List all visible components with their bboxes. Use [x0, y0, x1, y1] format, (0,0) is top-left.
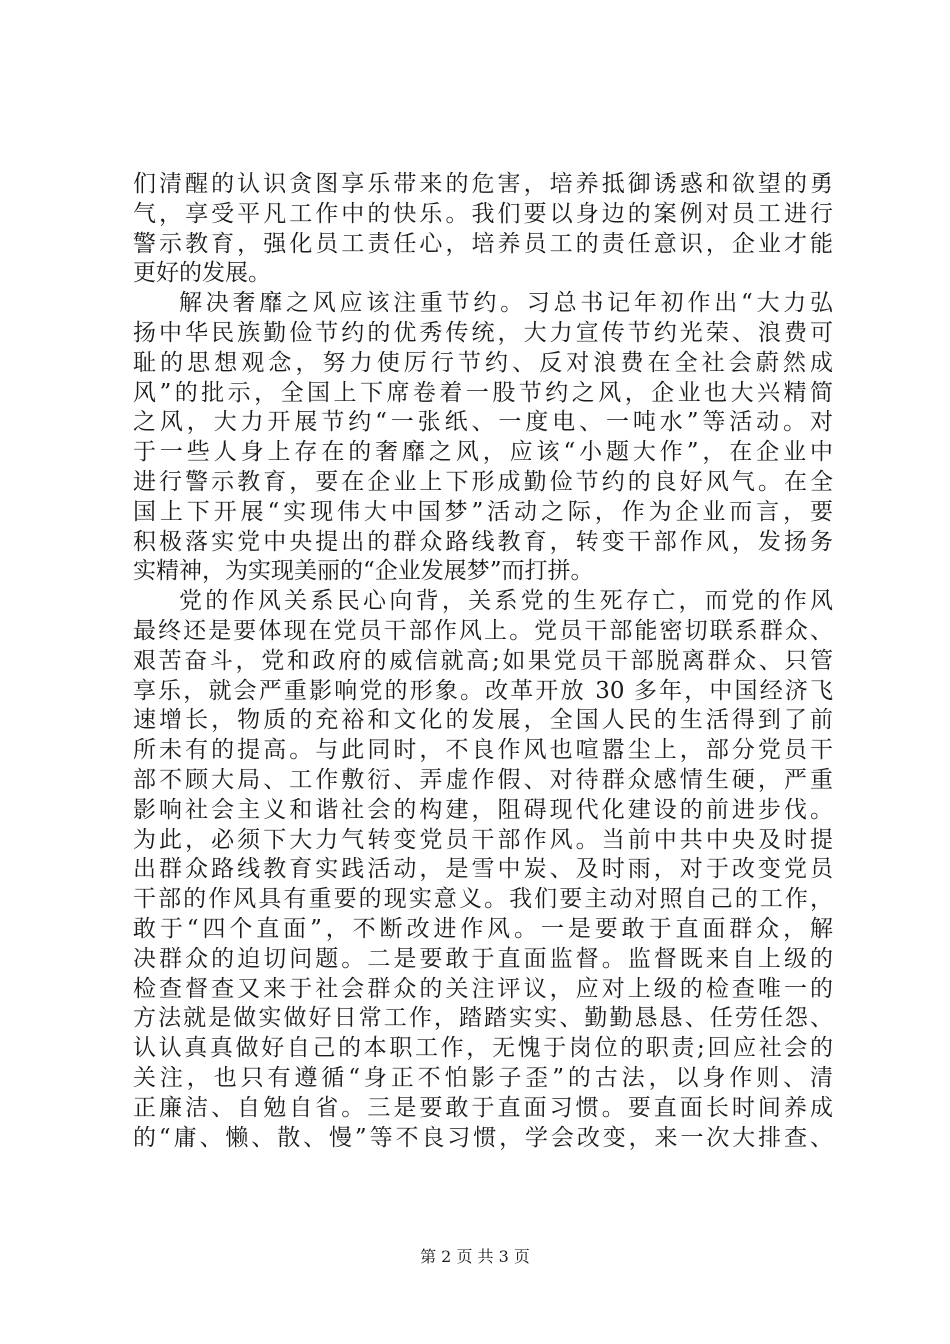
text-line: 艰苦奋斗，党和政府的威信就高;如果党员干部脱离群众、只管 — [133, 647, 833, 674]
text-line: 扬中华民族勤俭节约的优秀传统，大力宣传节约光荣、浪费可 — [133, 319, 833, 346]
text-line: 决群众的迫切问题。二是要敢于直面监督。监督既来自上级的 — [133, 945, 833, 972]
text-line: 的“庸、懒、散、慢”等不良习惯，学会改变，来一次大排查、 — [133, 1124, 833, 1151]
text-line: 实精神，为实现美丽的“企业发展梦”而打拼。 — [133, 558, 594, 585]
paragraph — [133, 587, 833, 1153]
paragraph — [133, 170, 833, 289]
text-line: 于一些人身上存在的奢靡之风，应该“小题大作”，在企业中 — [133, 439, 833, 466]
text-line: 最终还是要体现在党员干部作风上。党员干部能密切联系群众、 — [133, 617, 833, 644]
text-line: 出群众路线教育实践活动，是雪中炭、及时雨，对于改变党员 — [133, 856, 833, 883]
text-line: 积极落实党中央提出的群众路线教育，转变干部作风，发扬务 — [133, 528, 833, 555]
text-line: 正廉洁、自勉自省。三是要敢于直面习惯。要直面长时间养成 — [133, 1094, 833, 1121]
text-line: 干部的作风具有重要的现实意义。我们要主动对照自己的工作， — [133, 886, 833, 913]
text-line: 之风，大力开展节约“一张纸、一度电、一吨水”等活动。对 — [133, 409, 833, 436]
text-line: 们清醒的认识贪图享乐带来的危害，培养抵御诱惑和欲望的勇 — [133, 171, 833, 197]
text-line: 所未有的提高。与此同时，不良作风也喧嚣尘上，部分党员干 — [133, 737, 833, 764]
text-line: 享乐，就会严重影响党的形象。改革开放 30 多年，中国经济飞 — [133, 677, 833, 704]
body-text — [133, 170, 833, 1153]
text-line: 耻的思想观念，努力使厉行节约、反对浪费在全社会蔚然成 — [133, 349, 833, 376]
text-line: 进行警示教育，要在企业上下形成勤俭节约的良好风气。在全 — [133, 468, 833, 495]
text-line: 警示教育，强化员工责任心，培养员工的责任意识，企业才能 — [133, 230, 833, 257]
text-line: 部不顾大局、工作敷衍、弄虚作假、对待群众感情生硬，严重 — [133, 766, 833, 793]
text-line: 气，享受平凡工作中的快乐。我们要以身边的案例对员工进行 — [133, 200, 833, 227]
text-line: 敢于“四个直面”，不断改进作风。一是要敢于直面群众，解 — [133, 915, 833, 942]
text-line: 党的作风关系民心向背，关系党的生死存亡，而党的作风 — [179, 588, 833, 615]
text-line: 方法就是做实做好日常工作，踏踏实实、勤勤恳恳、任劳任怨、 — [133, 1005, 833, 1032]
text-line: 影响社会主义和谐社会的构建，阻碍现代化建设的前进步伐。 — [133, 796, 833, 823]
text-line: 认认真真做好自己的本职工作，无愧于岗位的职责;回应社会的 — [133, 1035, 833, 1062]
text-line: 解决奢靡之风应该注重节约。习总书记年初作出“大力弘 — [179, 290, 833, 317]
text-line: 更好的发展。 — [133, 260, 271, 287]
text-line: 检查督查又来于社会群众的关注评议，应对上级的检查唯一的 — [133, 975, 833, 1002]
text-line: 国上下开展“实现伟大中国梦”活动之际，作为企业而言，要 — [133, 498, 833, 525]
paragraph — [133, 289, 833, 587]
text-line: 关注，也只有遵循“身正不怕影子歪”的古法，以身作则、清 — [133, 1064, 833, 1091]
text-line: 速增长，物质的充裕和文化的发展，全国人民的生活得到了前 — [133, 707, 833, 734]
text-line: 风”的批示，全国上下席卷着一股节约之风，企业也大兴精简 — [133, 379, 833, 406]
page-footer: 第 2 页 共 3 页 — [420, 1247, 530, 1266]
text-line: 为此，必须下大力气转变党员干部作风。当前中共中央及时提 — [133, 826, 833, 853]
